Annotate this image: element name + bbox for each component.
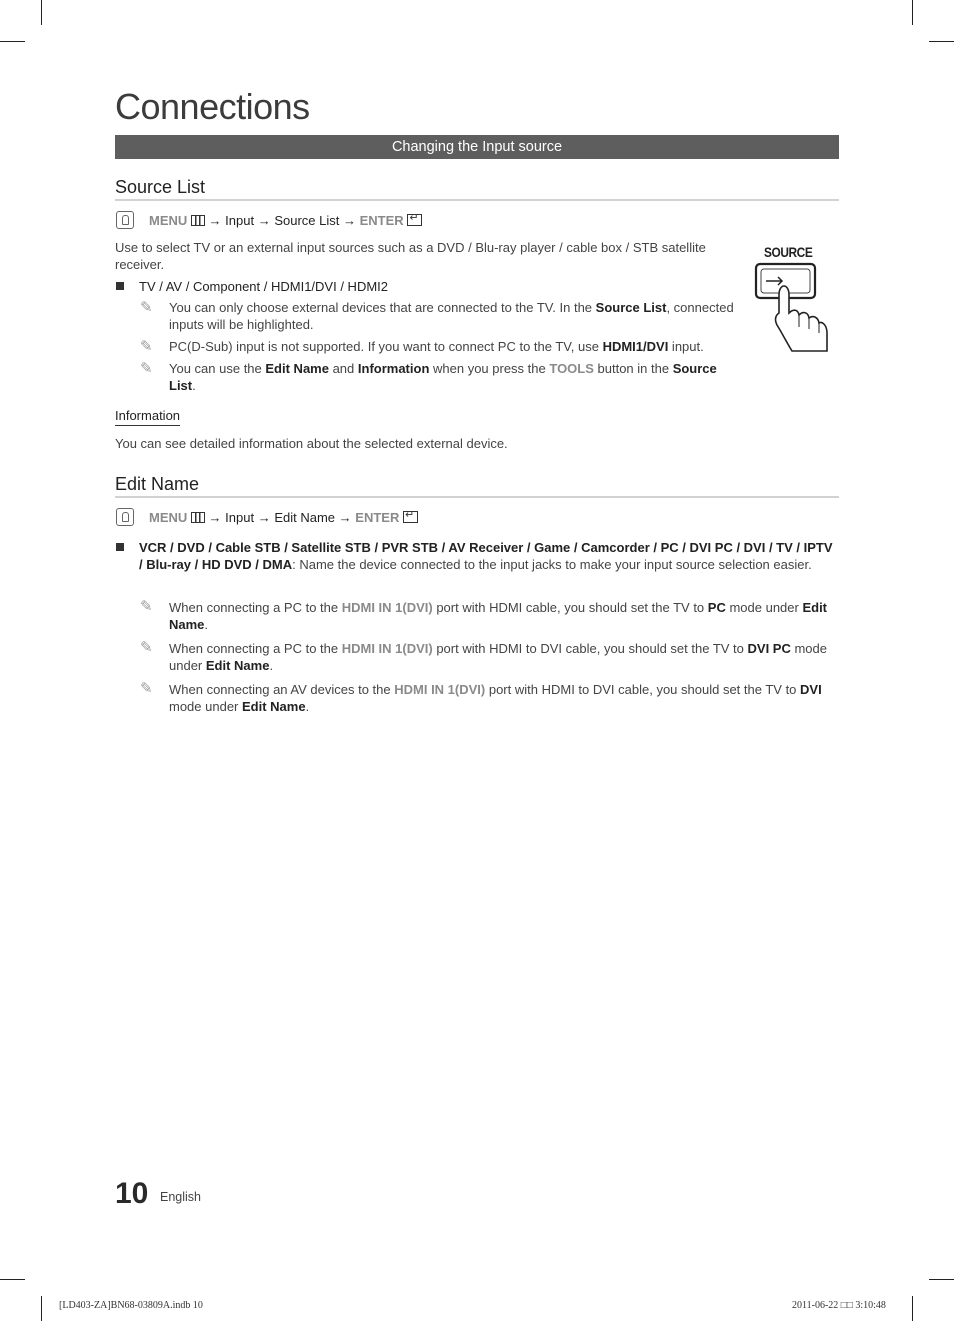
- menu-label: MENU: [149, 510, 188, 525]
- source-list-heading: Source List: [115, 177, 206, 197]
- menu-input: Input: [225, 510, 255, 525]
- note-bold-grey: HDMI IN 1(DVI): [394, 682, 486, 697]
- crop-mark: [912, 1296, 913, 1321]
- crop-mark: [929, 41, 954, 42]
- note-text: and: [328, 361, 358, 376]
- note-text: port with HDMI to DVI cable, you should set the TV to: [485, 682, 801, 697]
- note-text: When connecting a PC to the: [169, 600, 342, 615]
- arrow-text: →: [257, 213, 271, 228]
- menu-icon: [191, 215, 205, 226]
- enter-label: ENTER: [355, 510, 400, 525]
- note-bold: Edit Name: [205, 658, 270, 673]
- note-text: .: [192, 378, 196, 393]
- crop-mark: [41, 0, 42, 25]
- note-bold: Source List: [595, 300, 667, 315]
- note-bold: HDMI1/DVI: [602, 339, 669, 354]
- heading-rule: [115, 199, 839, 201]
- menu-icon: [191, 512, 205, 523]
- enter-icon: [407, 214, 422, 226]
- source-list-bullet: TV / AV / Component / HDMI1/DVI / HDMI2: [139, 279, 388, 294]
- remote-press-icon: [116, 211, 134, 229]
- menu-input: Input: [225, 213, 255, 228]
- bullet-description: : Name the device connected to the input jacks to make your input source selection easier.: [292, 557, 812, 572]
- note-bold-grey: HDMI IN 1(DVI): [341, 600, 433, 615]
- page-title: Connections: [115, 86, 310, 127]
- note-pencil-icon: ✎: [140, 639, 153, 656]
- edit-name-heading: Edit Name: [115, 474, 200, 494]
- note-bold-grey: HDMI IN 1(DVI): [341, 641, 433, 656]
- page-number: 10: [115, 1177, 149, 1210]
- note-text: port with HDMI cable, you should set the TV to: [432, 600, 708, 615]
- note-bold: PC: [707, 600, 726, 615]
- arrow-text: →: [338, 510, 352, 525]
- note-text: .: [204, 617, 209, 632]
- source-button-illustration: [752, 243, 832, 355]
- edit-name-note-3: [169, 681, 841, 715]
- source-list-description: Use to select TV or an external input sources such as a DVD / Blu-ray player / cable box / STB satellite receiver.: [115, 240, 706, 272]
- note-text: mode under: [169, 699, 242, 714]
- section-banner: Changing the Input source: [115, 135, 839, 159]
- edit-name-bullet: [139, 539, 839, 573]
- note-pencil-icon: ✎: [140, 598, 153, 615]
- note-text: You can only choose external devices that are connected to the TV. In the: [169, 300, 596, 315]
- crop-mark: [0, 41, 25, 42]
- note-text: .: [269, 658, 274, 673]
- note-text: PC(D-Sub) input is not supported. If you want to connect PC to the TV, use: [169, 339, 603, 354]
- heading-rule: [115, 496, 839, 498]
- source-list-note-3: [169, 360, 744, 394]
- note-bold: DVI: [800, 682, 822, 697]
- note-text: port with HDMI to DVI cable, you should set the TV to: [432, 641, 748, 656]
- bullet-square-icon: [116, 282, 124, 290]
- edit-name-note-1: [169, 599, 841, 633]
- note-text: button in the: [593, 361, 673, 376]
- note-text: .: [305, 699, 310, 714]
- note-text: , connected inputs will be highlighted.: [169, 300, 734, 332]
- note-pencil-icon: ✎: [140, 299, 153, 316]
- arrow-text: →: [208, 213, 222, 228]
- menu-item: Source List: [274, 213, 340, 228]
- note-bold: DVI PC: [747, 641, 791, 656]
- information-text: You can see detailed information about the selected external device.: [115, 436, 508, 451]
- note-bold-grey: TOOLS: [549, 361, 594, 376]
- source-button-label: SOURCE: [764, 244, 813, 260]
- note-bold: Edit Name: [169, 600, 828, 632]
- remote-press-icon: [116, 508, 134, 526]
- note-bold: Edit Name: [265, 361, 329, 376]
- menu-item: Edit Name: [274, 510, 336, 525]
- arrow-text: →: [208, 510, 222, 525]
- note-text: You can use the: [169, 361, 266, 376]
- arrow-text: →: [257, 510, 271, 525]
- print-footer-timestamp: 2011-06-22 □□ 3:10:48: [792, 1300, 886, 1311]
- note-text: mode under: [169, 641, 827, 673]
- device-list: VCR / DVD / Cable STB / Satellite STB / PVR STB / AV Receiver / Game / Camcorder / PC / DVI PC / DVI / TV / IPTV / Blu-ray / HD DVD / DMA: [139, 540, 833, 572]
- source-list-note-2: [169, 338, 749, 355]
- edit-name-note-2: [169, 640, 841, 674]
- hand-pressing-button-icon: [752, 261, 832, 353]
- page-language: English: [160, 1190, 201, 1204]
- note-text: input.: [668, 339, 704, 354]
- note-bold: Information: [357, 361, 430, 376]
- crop-mark: [41, 1296, 42, 1321]
- crop-mark: [912, 0, 913, 25]
- information-heading: Information: [115, 408, 180, 426]
- edit-name-menu-path: [149, 510, 418, 525]
- note-pencil-icon: ✎: [140, 680, 153, 697]
- enter-label: ENTER: [359, 213, 404, 228]
- note-text: mode under: [725, 600, 803, 615]
- note-text: When connecting an AV devices to the: [169, 682, 395, 697]
- crop-mark: [929, 1279, 954, 1280]
- source-list-menu-path: [149, 213, 422, 228]
- note-bold: Edit Name: [242, 699, 306, 714]
- source-list-note-1: [169, 299, 749, 333]
- bullet-square-icon: [116, 543, 124, 551]
- note-pencil-icon: ✎: [140, 338, 153, 355]
- arrow-text: →: [343, 213, 356, 228]
- enter-icon: [403, 511, 418, 523]
- note-bold: Source List: [169, 361, 717, 393]
- note-text: When connecting a PC to the: [169, 641, 342, 656]
- crop-mark: [0, 1279, 25, 1280]
- menu-label: MENU: [149, 213, 188, 228]
- note-text: when you press the: [429, 361, 550, 376]
- note-pencil-icon: ✎: [140, 360, 153, 377]
- print-footer-file: [LD403-ZA]BN68-03809A.indb 10: [59, 1300, 203, 1311]
